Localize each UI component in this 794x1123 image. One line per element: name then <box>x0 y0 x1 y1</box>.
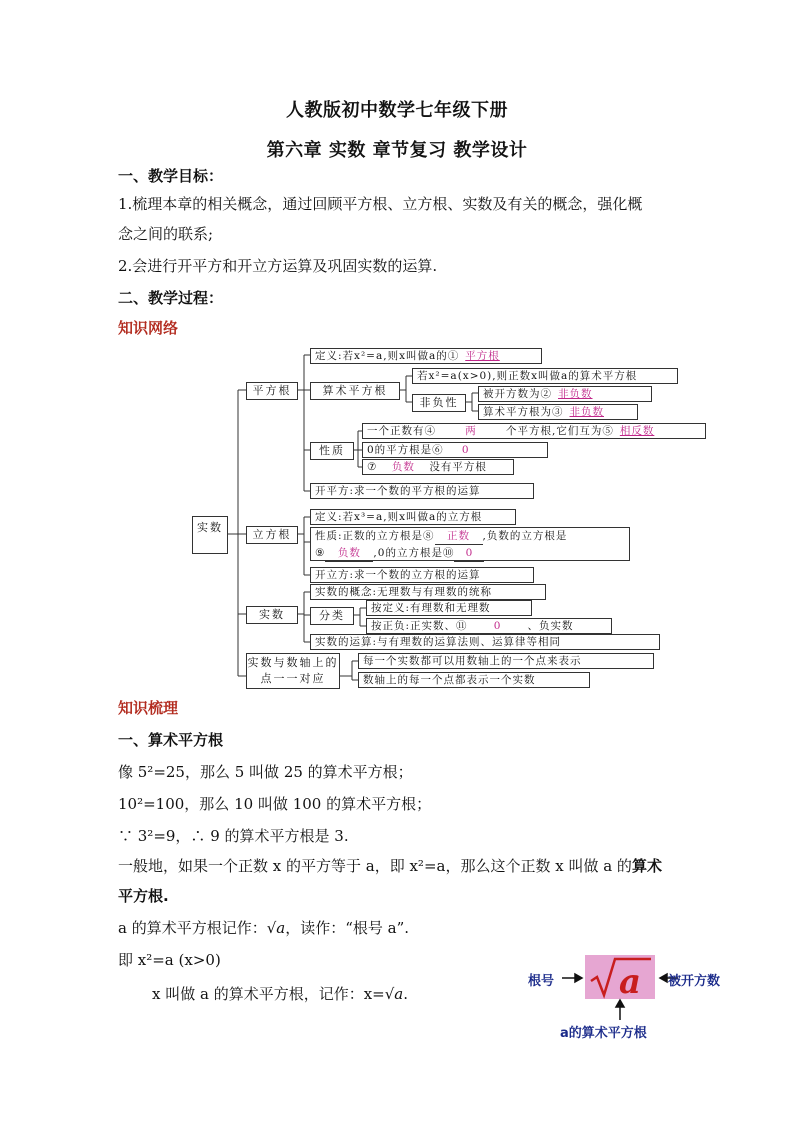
node-nonnegativity: 非负性 <box>412 394 466 412</box>
notation-line-2: x 叫做 a 的算术平方根，记作：x=√a. <box>152 985 409 1003</box>
equivalence-line: 即 x²=a (x>0) <box>118 951 221 969</box>
label-radical: 根号 <box>528 974 555 989</box>
node-classification: 分类 <box>310 607 354 625</box>
notation-line: a 的算术平方根记作：√a，读作：“根号 a”. <box>118 919 410 937</box>
knowledge-review-heading: 知识梳理 <box>118 699 179 717</box>
section-heading-goals: 一、教学目标： <box>118 167 224 185</box>
box-sqrt-definition: 定义:若x²=a,则x叫做a的① 平方根 <box>310 348 542 364</box>
node-real-number-root: 实数 <box>192 516 228 554</box>
label-radicand: 被开方数 <box>668 974 721 989</box>
definition-line-2: 平方根. <box>118 887 169 905</box>
node-cube-root: 立方根 <box>246 526 298 544</box>
document-subtitle: 第六章 实数 章节复习 教学设计 <box>266 140 528 161</box>
node-real-numbers: 实数 <box>246 606 298 624</box>
box-class-by-sign: 按正负:正实数、⑪ 0 、负实数 <box>366 618 612 634</box>
box-property-2: 0的平方根是⑥ 0 <box>362 442 548 458</box>
example-3: ∵ 3²=9，∴ 9 的算术平方根是 3. <box>118 827 349 845</box>
node-number-line-correspondence: 实数与数轴上的点一一对应 <box>246 653 340 689</box>
radicand-letter: a <box>619 962 642 999</box>
box-property-1: 一个正数有④ 两 个平方根,它们互为⑤ 相反数 <box>362 423 706 439</box>
box-axis-statement-1: 每一个实数都可以用数轴上的一个点来表示 <box>358 653 654 669</box>
box-real-operation: 实数的运算:与有理数的运算法则、运算律等相同 <box>310 634 660 650</box>
box-axis-statement-2: 数轴上的每一个点都表示一个实数 <box>358 672 590 688</box>
sqrt-notation-figure <box>520 950 760 1045</box>
section-heading-process: 二、教学过程： <box>118 289 224 307</box>
box-cube-root-operation: 开立方:求一个数的立方根的运算 <box>310 567 534 583</box>
box-cbrt-definition: 定义:若x³=a,则x叫做a的立方根 <box>310 509 516 525</box>
example-1: 像 5²=25，那么 5 叫做 25 的算术平方根； <box>118 763 413 781</box>
goal-2: 2.会进行开平方和开立方运算及巩固实数的运算. <box>118 257 438 275</box>
box-nonneg-2: 算术平方根为③ 非负数 <box>478 404 638 420</box>
document-title: 人教版初中数学七年级下册 <box>286 100 508 121</box>
box-arith-definition: 若x²=a(x>0),则正数x叫做a的算术平方根 <box>412 368 678 384</box>
goal-1-line-2: 念之间的联系; <box>118 225 214 243</box>
knowledge-network-heading: 知识网络 <box>118 319 179 337</box>
definition-line-1: 一般地，如果一个正数 x 的平方等于 a，即 x²=a，那么这个正数 x 叫做 a 的算术 <box>118 857 662 875</box>
knowledge-network-diagram <box>190 346 660 690</box>
box-real-concept: 实数的概念:无理数与有理数的统称 <box>310 584 546 600</box>
box-square-root-operation: 开平方:求一个数的平方根的运算 <box>310 483 534 499</box>
node-square-root: 平方根 <box>246 382 298 400</box>
goal-1-line-1: 1.梳理本章的相关概念，通过回顾平方根、立方根、实数及有关的概念，强化概 <box>118 195 643 213</box>
box-property-3: ⑦ 负数 没有平方根 <box>362 459 514 475</box>
node-property: 性质 <box>310 442 354 460</box>
box-nonneg-1: 被开方数为② 非负数 <box>478 386 652 402</box>
node-arithmetic-sqrt: 算术平方根 <box>310 382 400 400</box>
subsection-heading-arith-sqrt: 一、算术平方根 <box>118 731 224 749</box>
example-2: 10²=100，那么 10 叫做 100 的算术平方根； <box>118 795 432 813</box>
label-arith-sqrt: a的算术平方根 <box>560 1026 647 1041</box>
box-class-by-definition: 按定义:有理数和无理数 <box>366 600 532 616</box>
box-cbrt-property: 性质:正数的立方根是⑧ 正数 ,负数的立方根是 ⑨ 负数 ,0的立方根是⑩ 0 <box>310 527 630 561</box>
